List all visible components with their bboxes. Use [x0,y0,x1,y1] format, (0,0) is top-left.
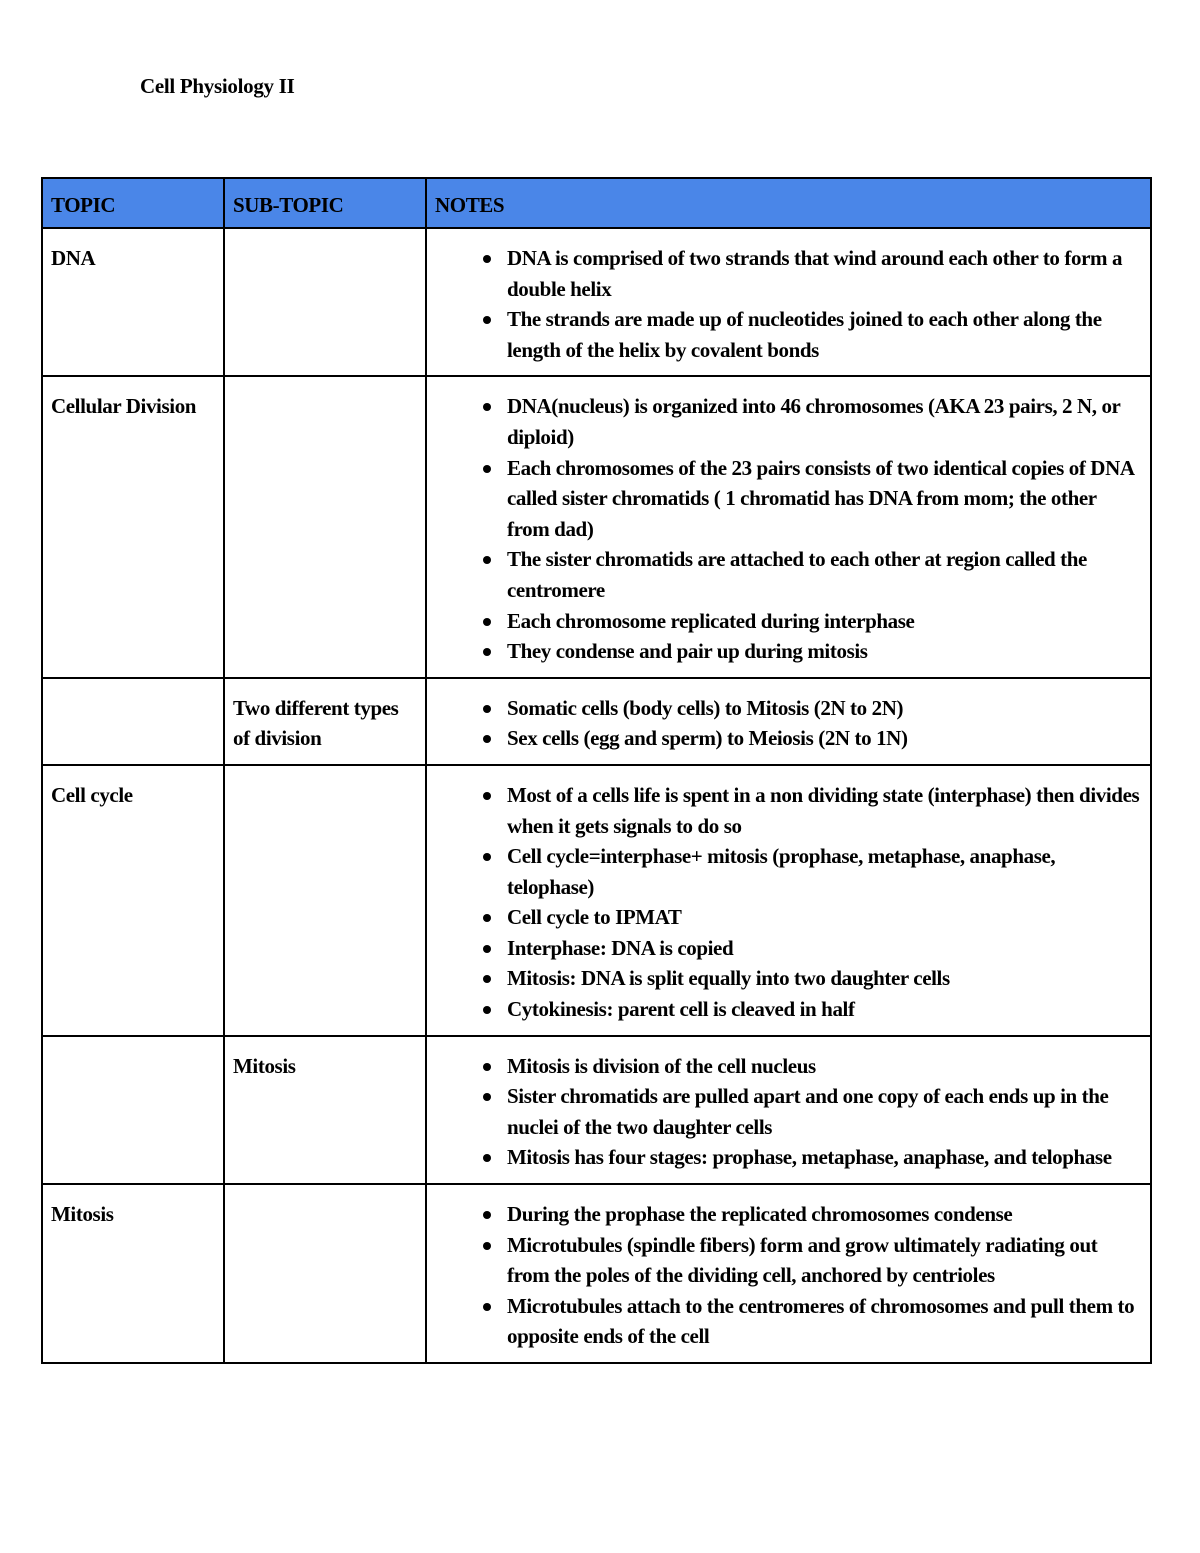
notes-list [435,780,1142,1025]
notes-list [435,1051,1142,1173]
header-subtopic: SUB-TOPIC [224,178,426,228]
table-row [42,1184,1151,1363]
note-bullet-item: Sister chromatids are pulled apart and one copy of each ends up in the nuclei of the two daughter cells [507,1081,1142,1142]
note-bullet-item: Mitosis is division of the cell nucleus [507,1051,1142,1082]
subtopic-cell: Mitosis [224,1036,426,1184]
note-bullet-item: Microtubules (spindle fibers) form and grow ultimately radiating out from the poles of the dividing cell, anchored by centrioles [507,1230,1142,1291]
note-bullet-item: Most of a cells life is spent in a non dividing state (interphase) then divides when it gets signals to do so [507,780,1142,841]
document-title: Cell Physiology II [140,74,295,98]
notes-table [41,177,1152,1364]
header-topic: TOPIC [42,178,224,228]
notes-list [435,391,1142,666]
subtopic-cell [224,228,426,376]
notes-cell [426,765,1151,1036]
notes-list [435,1199,1142,1352]
subtopic-cell [224,765,426,1036]
note-bullet-item: Cell cycle=interphase+ mitosis (prophase, metaphase, anaphase, telophase) [507,841,1142,902]
topic-cell: Mitosis [42,1184,224,1363]
note-bullet-item: DNA is comprised of two strands that wind around each other to form a double helix [507,243,1142,304]
table-row [42,1036,1151,1184]
notes-cell [426,678,1151,765]
note-bullet-item: Each chromosome replicated during interphase [507,606,1142,637]
note-bullet-item: Each chromosomes of the 23 pairs consists of two identical copies of DNA called sister chromatids ( 1 chromatid has DNA from mom; the other from dad) [507,453,1142,545]
note-bullet-item: DNA(nucleus) is organized into 46 chromosomes (AKA 23 pairs, 2 N, or diploid) [507,391,1142,452]
topic-cell [42,1036,224,1184]
table-row [42,678,1151,765]
header-notes: NOTES [426,178,1151,228]
note-bullet-item: Somatic cells (body cells) to Mitosis (2N to 2N) [507,693,1142,724]
table-row [42,228,1151,376]
notes-list [435,243,1142,365]
note-bullet-item: Cell cycle to IPMAT [507,902,1142,933]
subtopic-cell [224,376,426,677]
note-bullet-item: Interphase: DNA is copied [507,933,1142,964]
notes-cell [426,1184,1151,1363]
note-bullet-item: Mitosis: DNA is split equally into two daughter cells [507,963,1142,994]
note-bullet-item: They condense and pair up during mitosis [507,636,1142,667]
subtopic-cell [224,1184,426,1363]
note-bullet-item: Mitosis has four stages: prophase, metaphase, anaphase, and telophase [507,1142,1142,1173]
note-bullet-item: Microtubules attach to the centromeres of chromosomes and pull them to opposite ends of the cell [507,1291,1142,1352]
topic-cell: Cell cycle [42,765,224,1036]
table-row [42,765,1151,1036]
table-header-row [42,178,1151,228]
note-bullet-item: The strands are made up of nucleotides joined to each other along the length of the helix by covalent bonds [507,304,1142,365]
notes-cell [426,376,1151,677]
subtopic-cell: Two different types of division [224,678,426,765]
note-bullet-item: The sister chromatids are attached to each other at region called the centromere [507,544,1142,605]
table-body [42,228,1151,1363]
topic-cell: Cellular Division [42,376,224,677]
table-row [42,376,1151,677]
note-bullet-item: During the prophase the replicated chromosomes condense [507,1199,1142,1230]
topic-cell: DNA [42,228,224,376]
topic-cell [42,678,224,765]
note-bullet-item: Sex cells (egg and sperm) to Meiosis (2N to 1N) [507,723,1142,754]
note-bullet-item: Cytokinesis: parent cell is cleaved in half [507,994,1142,1025]
notes-list [435,693,1142,754]
notes-cell [426,228,1151,376]
notes-cell [426,1036,1151,1184]
